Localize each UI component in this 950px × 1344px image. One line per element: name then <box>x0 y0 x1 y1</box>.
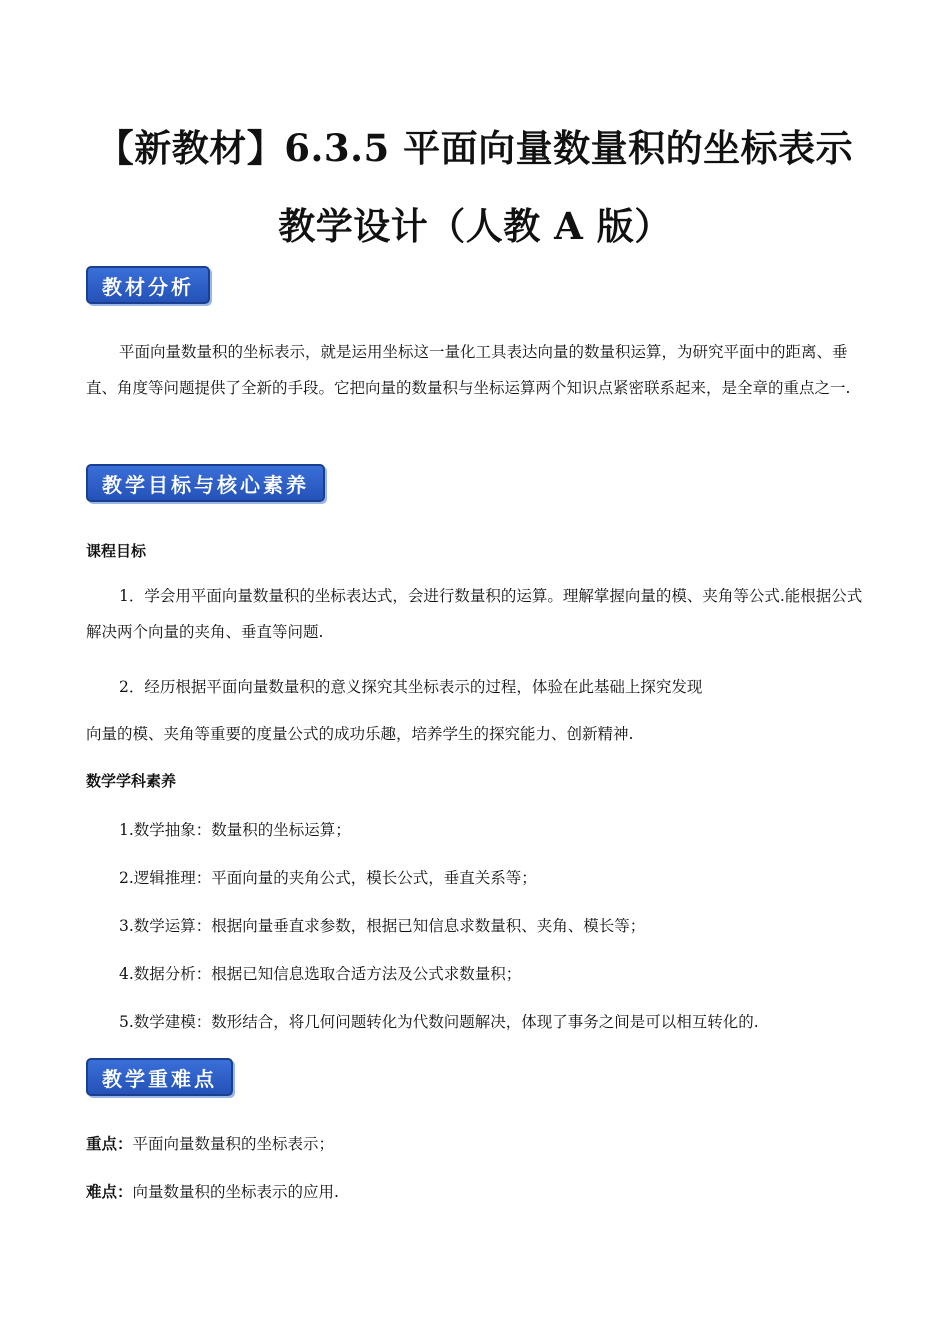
literacy-item-1: 1.数学抽象：数量积的坐标运算； <box>119 821 351 839</box>
difficulty-text: 向量数量积的坐标表示的应用. <box>132 1183 339 1201</box>
course-goal-1: 1．学会用平面向量数量积的坐标表达式，会进行数量积的运算。理解掌握向量的模、夹角等公式.能根据公式解决两个向量的夹角、垂直等问题. <box>86 587 863 641</box>
course-goals-heading: 课程目标 <box>86 542 147 560</box>
course-goal-2-line-1: 2．经历根据平面向量数量积的意义探究其坐标表示的过程，体验在此基础上探究发现 <box>119 678 703 696</box>
literacy-item-5: 5.数学建模：数形结合，将几何问题转化为代数问题解决，体现了事务之间是可以相互转化的. <box>119 1013 759 1031</box>
analysis-paragraph: 平面向量数量积的坐标表示，就是运用坐标这一量化工具表达向量的数量积运算，为研究平面中的距离、垂直、角度等问题提供了全新的手段。它把向量的数量积与坐标运算两个知识点紧密联系起来，是全章的重点之一. <box>86 343 851 397</box>
literacy-item-4: 4.数据分析：根据已知信息选取合适方法及公式求数量积； <box>119 965 522 983</box>
course-goal-2-line-2: 向量的模、夹角等重要的度量公式的成功乐趣，培养学生的探究能力、创新精神. <box>86 725 634 743</box>
literacy-item-3: 3.数学运算：根据向量垂直求参数，根据已知信息求数量积、夹角、模长等； <box>119 917 646 935</box>
document-title-line-1: 【新教材】6.3.5 平面向量数量积的坐标表示 <box>96 126 854 170</box>
difficulty-label: 难点： <box>86 1183 133 1201</box>
section-badge-objectives: 教学目标与核心素养 <box>86 464 325 502</box>
difficulty-line <box>86 1180 339 1202</box>
section-badge-analysis: 教材分析 <box>86 266 210 304</box>
focus-label: 重点： <box>86 1135 133 1153</box>
literacy-heading: 数学学科素养 <box>86 772 177 790</box>
document-title-line-2: 教学设计（人教 A 版） <box>278 204 672 248</box>
section-badge-key-points: 教学重难点 <box>86 1058 233 1096</box>
focus-line <box>86 1132 334 1154</box>
focus-text: 平面向量数量积的坐标表示； <box>132 1135 335 1153</box>
literacy-item-2: 2.逻辑推理：平面向量的夹角公式，模长公式，垂直关系等； <box>119 869 537 887</box>
